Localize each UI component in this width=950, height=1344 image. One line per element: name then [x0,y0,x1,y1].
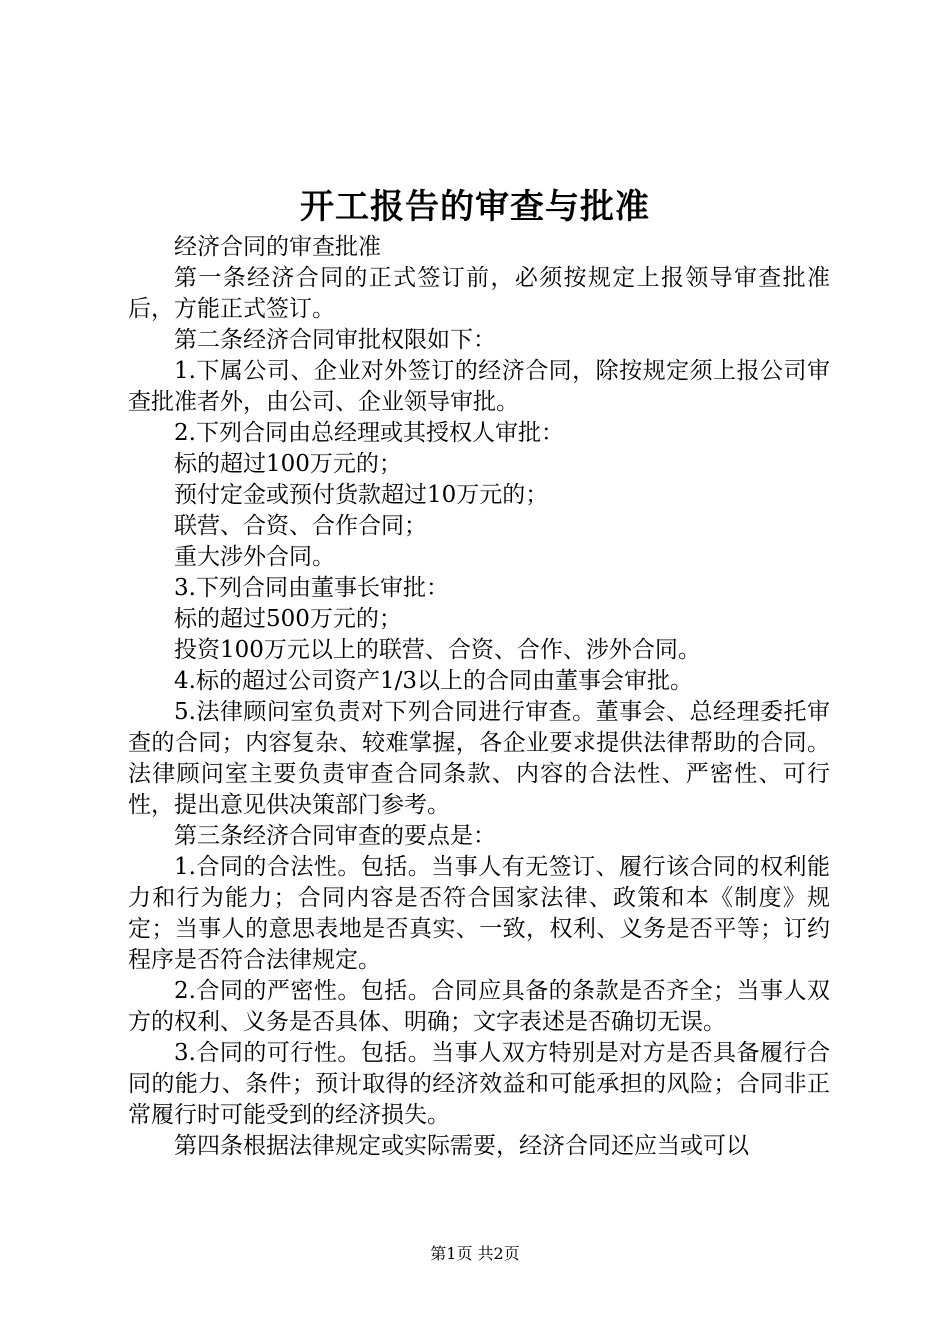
paragraph: 2.合同的严密性。包括。合同应具备的条款是否齐全；当事人双方的权利、义务是否具体、明确；文字表述是否确切无误。 [128,978,830,1035]
paragraph: 经济合同的审查批准 [174,234,381,260]
document-title: 开工报告的审查与批准 [300,187,650,227]
paragraph: 标的超过100万元的； [174,451,402,477]
paragraph: 第二条经济合同审批权限如下： [174,327,496,353]
paragraph: 第四条根据法律规定或实际需要，经济合同还应当或可以 [174,1133,749,1159]
paragraph: 3.合同的可行性。包括。当事人双方特别是对方是否具备履行合同的能力、条件；预计取得的经济效益和可能承担的风险；合同非正常履行时可能受到的经济损失。 [128,1040,830,1128]
paragraph: 标的超过500万元的； [174,606,402,632]
paragraph: 4.标的超过公司资产1/3以上的合同由董事会审批。 [174,668,693,694]
paragraph: 2.下列合同由总经理或其授权人审批： [174,420,564,446]
paragraph: 第一条经济合同的正式签订前，必须按规定上报领导审查批准后，方能正式签订。 [128,265,830,322]
paragraph: 第三条经济合同审查的要点是： [174,823,496,849]
paragraph: 1.合同的合法性。包括。当事人有无签订、履行该合同的权利能力和行为能力；合同内容是否符合国家法律、政策和本《制度》规定；当事人的意思表地是否真实、一致，权利、义务是否平等；订约程序是否符合法律规定。 [128,854,830,973]
paragraph: 1.下属公司、企业对外签订的经济合同，除按规定须上报公司审查批准者外，由公司、企业领导审批。 [128,358,830,415]
paragraph: 投资100万元以上的联营、合资、合作、涉外合同。 [174,637,701,663]
paragraph: 3.下列合同由董事长审批： [174,575,449,601]
paragraph: 5.法律顾问室负责对下列合同进行审查。董事会、总经理委托审查的合同；内容复杂、较难掌握，各企业要求提供法律帮助的合同。法律顾问室主要负责审查合同条款、内容的合法性、严密性、可行性，提出意见供决策部门参考。 [128,699,830,818]
paragraph: 预付定金或预付货款超过10万元的； [174,482,549,508]
paragraph: 联营、合资、合作合同； [174,513,427,539]
document-body [128,232,830,1162]
paragraph: 重大涉外合同。 [174,544,335,570]
page-number-footer: 第1页 共2页 [430,1244,520,1263]
